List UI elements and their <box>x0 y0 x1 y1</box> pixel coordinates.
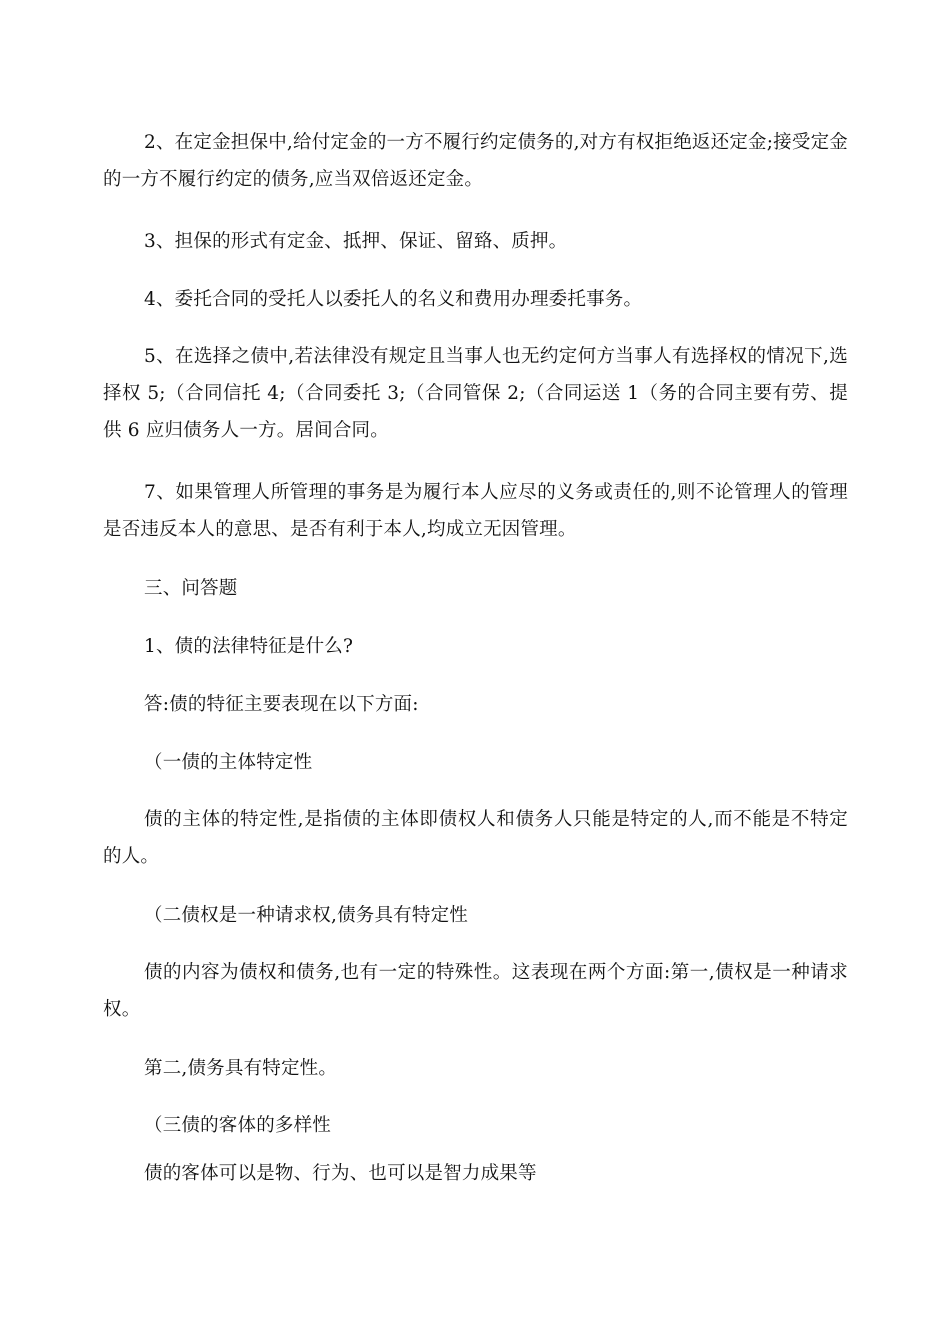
paragraph-object-diversity: 债的客体可以是物、行为、也可以是智力成果等 <box>144 1163 537 1184</box>
question-1: 1、债的法律特征是什么? <box>144 636 354 657</box>
paragraph-selective-debt: 5、在选择之债中,若法律没有规定且当事人也无约定何方当事人有选择权的情况下,选择权 5;（合同信托 4;（合同委托 3;（合同管保 2;（合同运送 1（务的合同主要有劳、提供 6 应归债务人一方。居间合同。 <box>103 346 848 441</box>
subheading-subject-specificity: （一债的主体特定性 <box>144 752 313 773</box>
paragraph-deposit-guarantee: 2、在定金担保中,给付定金的一方不履行约定债务的,对方有权拒绝返还定金;接受定金的一方不履行约定的债务,应当双倍返还定金。 <box>103 132 848 190</box>
subheading-claim-right: （二债权是一种请求权,债务具有特定性 <box>144 905 468 926</box>
paragraph-negotiorum-gestio: 7、如果管理人所管理的事务是为履行本人应尽的义务或责任的,则不论管理人的管理是否违反本人的意思、是否有利于本人,均成立无因管理。 <box>103 482 848 540</box>
answer-intro: 答:债的特征主要表现在以下方面: <box>144 694 419 715</box>
subheading-object-diversity: （三债的客体的多样性 <box>144 1115 332 1136</box>
paragraph-entrustment-contract: 4、委托合同的受托人以委托人的名义和费用办理委托事务。 <box>144 289 643 310</box>
paragraph-claim-right: 债的内容为债权和债务,也有一定的特殊性。这表现在两个方面:第一,债权是一种请求权。 <box>103 962 848 1020</box>
paragraph-guarantee-forms: 3、担保的形式有定金、抵押、保证、留臵、质押。 <box>144 231 568 252</box>
section-heading-questions: 三、问答题 <box>144 578 238 599</box>
paragraph-subject-specificity: 债的主体的特定性,是指债的主体即债权人和债务人只能是特定的人,而不能是不特定的人。 <box>103 809 848 867</box>
paragraph-debt-specificity: 第二,债务具有特定性。 <box>144 1058 338 1079</box>
